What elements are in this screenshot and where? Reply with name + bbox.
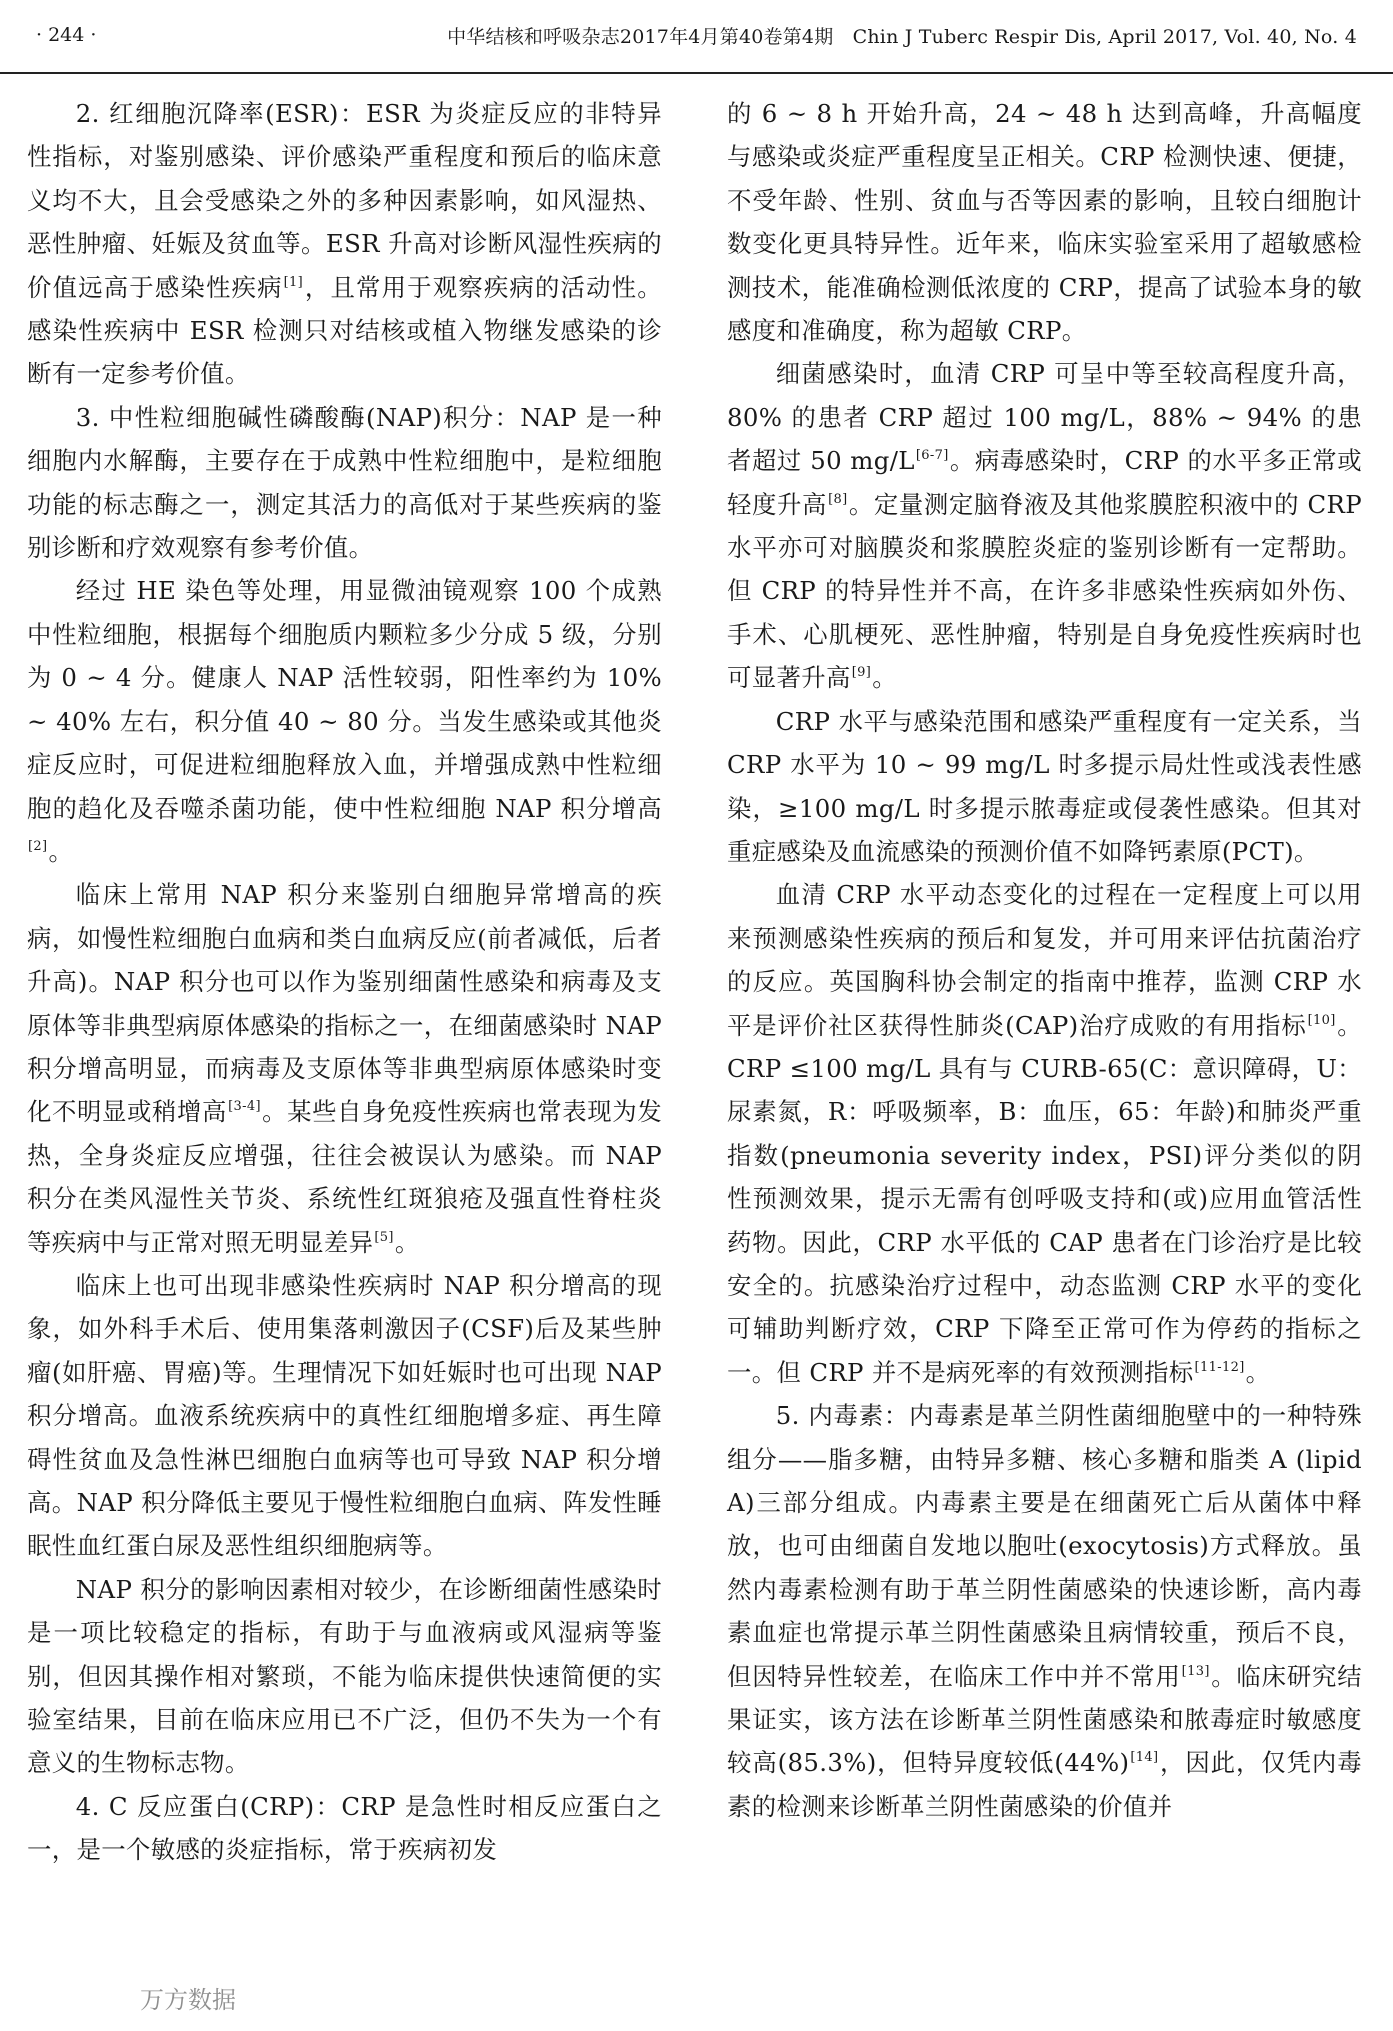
paragraph-text: 经过 HE 染色等处理，用显微油镜观察 100 个成熟中性粒细胞，根据每个细胞质内颗粒多少分成 5 级，分别为 0 ~ 4 分。健康人 NAP 活性较弱，阳性率约为 10% ~ 40% 左右，积分值 40 ~ 80 分。当发生感染或其他炎症反应时，可促进粒细胞释放入血，并增强成熟中性粒细胞的趋化及吞噬杀菌功能，使中性粒细胞 NAP 积分增高 xyxy=(27,576,662,823)
reference-marker: [9] xyxy=(851,665,872,681)
paragraph-crp-bacterial xyxy=(727,352,1362,699)
paragraph-text: CRP 水平与感染范围和感染严重程度有一定关系，当 CRP 水平为 10 ~ 99 mg/L 时多提示局灶性或浅表性感染，≥100 mg/L 时多提示脓毒症或侵袭性感染。但其对重症感染及血流感染的预测价值不如降钙素原(PCT)。 xyxy=(727,706,1362,866)
reference-marker: [6-7] xyxy=(915,448,949,464)
paragraph-esr xyxy=(27,92,662,396)
paragraph-nap-clinical xyxy=(27,873,662,1264)
page-header xyxy=(0,0,1393,74)
paragraph-text: 临床上也可出现非感染性疾病时 NAP 积分增高的现象，如外科手术后、使用集落刺激因子(CSF)后及某些肿瘤(如肝癌、胃癌)等。生理情况下如妊娠时也可出现 NAP 积分增高。血液系统疾病中的真性红细胞增多症、再生障碍性贫血及急性淋巴细胞白血病等也可导致 NAP 积分增高。NAP 积分降低主要见于慢性粒细胞白血病、阵发性睡眠性血红蛋白尿及恶性组织细胞病等。 xyxy=(27,1270,662,1561)
paragraph-text: 。某些自身免疫性疾病也常表现为发热，全身炎症反应增强，往往会被误认为感染。而 NAP 积分在类风湿性关节炎、系统性红斑狼疮及强直性脊柱炎等疾病中与正常对照无明显差异 xyxy=(27,1097,662,1257)
paragraph-text: 。 xyxy=(872,663,897,693)
paragraph-text: 4. C 反应蛋白(CRP)：CRP 是急性时相反应蛋白之一，是一个敏感的炎症指标，常于疾病初发 xyxy=(27,1791,662,1865)
paragraph-crp-severity xyxy=(727,700,1362,874)
paragraph-text: ，且常用于观察疾病的活动性。感染性疾病中 ESR 检测只对结核或植入物继发感染的诊断有一定参考价值。 xyxy=(27,272,662,389)
paragraph-text: 3. 中性粒细胞碱性磷酸酶(NAP)积分：NAP 是一种细胞内水解酶，主要存在于成熟中性粒细胞中，是粒细胞功能的标志酶之一，测定其活力的高低对于某些疾病的鉴别诊断和疗效观察有参考价值。 xyxy=(27,402,662,563)
reference-marker: [2] xyxy=(28,838,48,854)
paragraph-text: 。 xyxy=(1245,1357,1271,1387)
paragraph-text: 。 xyxy=(48,836,74,866)
paragraph-text: ，因此，仅凭内毒素的检测来诊断革兰阴性菌感染的价值并 xyxy=(727,1748,1362,1821)
paragraph-text: 血清 CRP 水平动态变化的过程在一定程度上可以用来预测感染性疾病的预后和复发，并可用来评估抗菌治疗的反应。英国胸科协会制定的指南中推荐，监测 CRP 水平是评价社区获得性肺炎(CAP)治疗成败的有用指标 xyxy=(727,880,1362,1040)
paragraph-text: 细菌感染时，血清 CRP 可呈中等至较高程度升高，80% 的患者 CRP 超过 100 mg/L，88% ~ 94% 的患者超过 50 mg/L xyxy=(727,359,1362,476)
reference-marker: [11-12] xyxy=(1194,1359,1245,1375)
reference-marker: [10] xyxy=(1307,1012,1336,1028)
left-column xyxy=(27,92,662,1872)
paragraph-text: 5. 内毒素：内毒素是革兰阴性菌细胞壁中的一种特殊组分——脂多糖，由特异多糖、核心多糖和脂类 A (lipid A)三部分组成。内毒素主要是在细菌死亡后从菌体中释放，也可由细菌自发地以胞吐(exocytosis)方式释放。虽然内毒素检测有助于革兰阴性菌感染的快速诊断，高内毒素血症也常提示革兰阴性菌感染且病情较重，预后不良，但因特异性较差，在临床工作中并不常用 xyxy=(727,1401,1362,1691)
paragraph-nap-method xyxy=(27,569,662,873)
paragraph-text: 2. 红细胞沉降率(ESR)：ESR 为炎症反应的非特异性指标，对鉴别感染、评价感染严重程度和预后的临床意义均不大，且会受感染之外的多种因素影响，如风湿热、恶性肿瘤、妊娠及贫血等。ESR 升高对诊断风湿性疾病的价值远高于感染性疾病 xyxy=(27,99,662,302)
paragraph-text: 。临床研究结果证实，该方法在诊断革兰阴性菌感染和脓毒症时敏感度较高(85.3%)，但特异度较低(44%) xyxy=(727,1661,1362,1778)
paragraph-endotoxin xyxy=(727,1394,1362,1828)
paragraph-text: 的 6 ~ 8 h 开始升高，24 ~ 48 h 达到高峰，升高幅度与感染或炎症严重程度呈正相关。CRP 检测快速、便捷，不受年龄、性别、贫血与否等因素的影响，且较白细胞计数变化更具特异性。近年来，临床实验室采用了超敏感检测技术，能准确检测低浓度的 CRP，提高了试验本身的敏感度和准确度，称为超敏 CRP。 xyxy=(727,99,1362,346)
paragraph-text: 。CRP ≤100 mg/L 具有与 CURB-65(C：意识障碍，U：尿素氮，R：呼吸频率，B：血压，65：年龄)和肺炎严重指数(pneumonia severity index，PSI)评分类似的阴性预测效果，提示无需有创呼吸支持和(或)应用血管活性药物。因此，CRP 水平低的 CAP 患者在门诊治疗是比较安全的。抗感染治疗过程中，动态监测 CRP 水平的变化可辅助判断疗效，CRP 下降至正常可作为停药的指标之一。但 CRP 并不是病死率的有效预测指标 xyxy=(727,1010,1362,1387)
paragraph-nap-noninfectious xyxy=(27,1264,662,1568)
journal-citation-line: 中华结核和呼吸杂志2017年4月第40卷第4期 Chin J Tuberc Respir Dis, April 2017, Vol. 40, No. 4 xyxy=(447,26,1357,48)
paragraph-text: NAP 积分的影响因素相对较少，在诊断细菌性感染时是一项比较稳定的指标，有助于与血液病或风湿病等鉴别，但因其操作相对繁琐，不能为临床提供快速简便的实验室结果，目前在临床应用已不广泛，但仍不失为一个有意义的生物标志物。 xyxy=(27,1574,662,1778)
paragraph-crp-dynamics xyxy=(727,873,1362,1394)
paragraph-crp-continued xyxy=(727,92,1362,352)
reference-marker: [13] xyxy=(1181,1663,1210,1679)
reference-marker: [3-4] xyxy=(228,1099,261,1115)
right-column xyxy=(727,92,1362,1828)
paragraph-text: 。病毒感染时，CRP 的水平多正常或轻度升高 xyxy=(727,446,1362,519)
paragraph-crp-intro xyxy=(27,1785,662,1872)
reference-marker: [8] xyxy=(828,491,848,507)
paragraph-nap-summary xyxy=(27,1568,662,1785)
paragraph-text: 。 xyxy=(394,1227,420,1257)
reference-marker: [5] xyxy=(374,1229,394,1245)
reference-marker: [1] xyxy=(283,274,304,290)
paragraph-nap-intro xyxy=(27,396,662,570)
database-watermark: 万方数据 xyxy=(140,1986,236,2014)
paragraph-text: 临床上常用 NAP 积分来鉴别白细胞异常增高的疾病，如慢性粒细胞白血病和类白血病反应(前者减低，后者升高)。NAP 积分也可以作为鉴别细菌性感染和病毒及支原体等非典型病原体感染的指标之一，在细菌感染时 NAP 积分增高明显，而病毒及支原体等非典型病原体感染时变化不明显或稍增高 xyxy=(27,880,662,1127)
page-number: · 244 · xyxy=(36,24,97,46)
paragraph-text: 。定量测定脑脊液及其他浆膜腔积液中的 CRP 水平亦可对脑膜炎和浆膜腔炎症的鉴别诊断有一定帮助。但 CRP 的特异性并不高，在许多非感染性疾病如外伤、手术、心肌梗死、恶性肿瘤，特别是自身免疫性疾病时也可显著升高 xyxy=(727,489,1362,693)
reference-marker: [14] xyxy=(1130,1750,1159,1766)
